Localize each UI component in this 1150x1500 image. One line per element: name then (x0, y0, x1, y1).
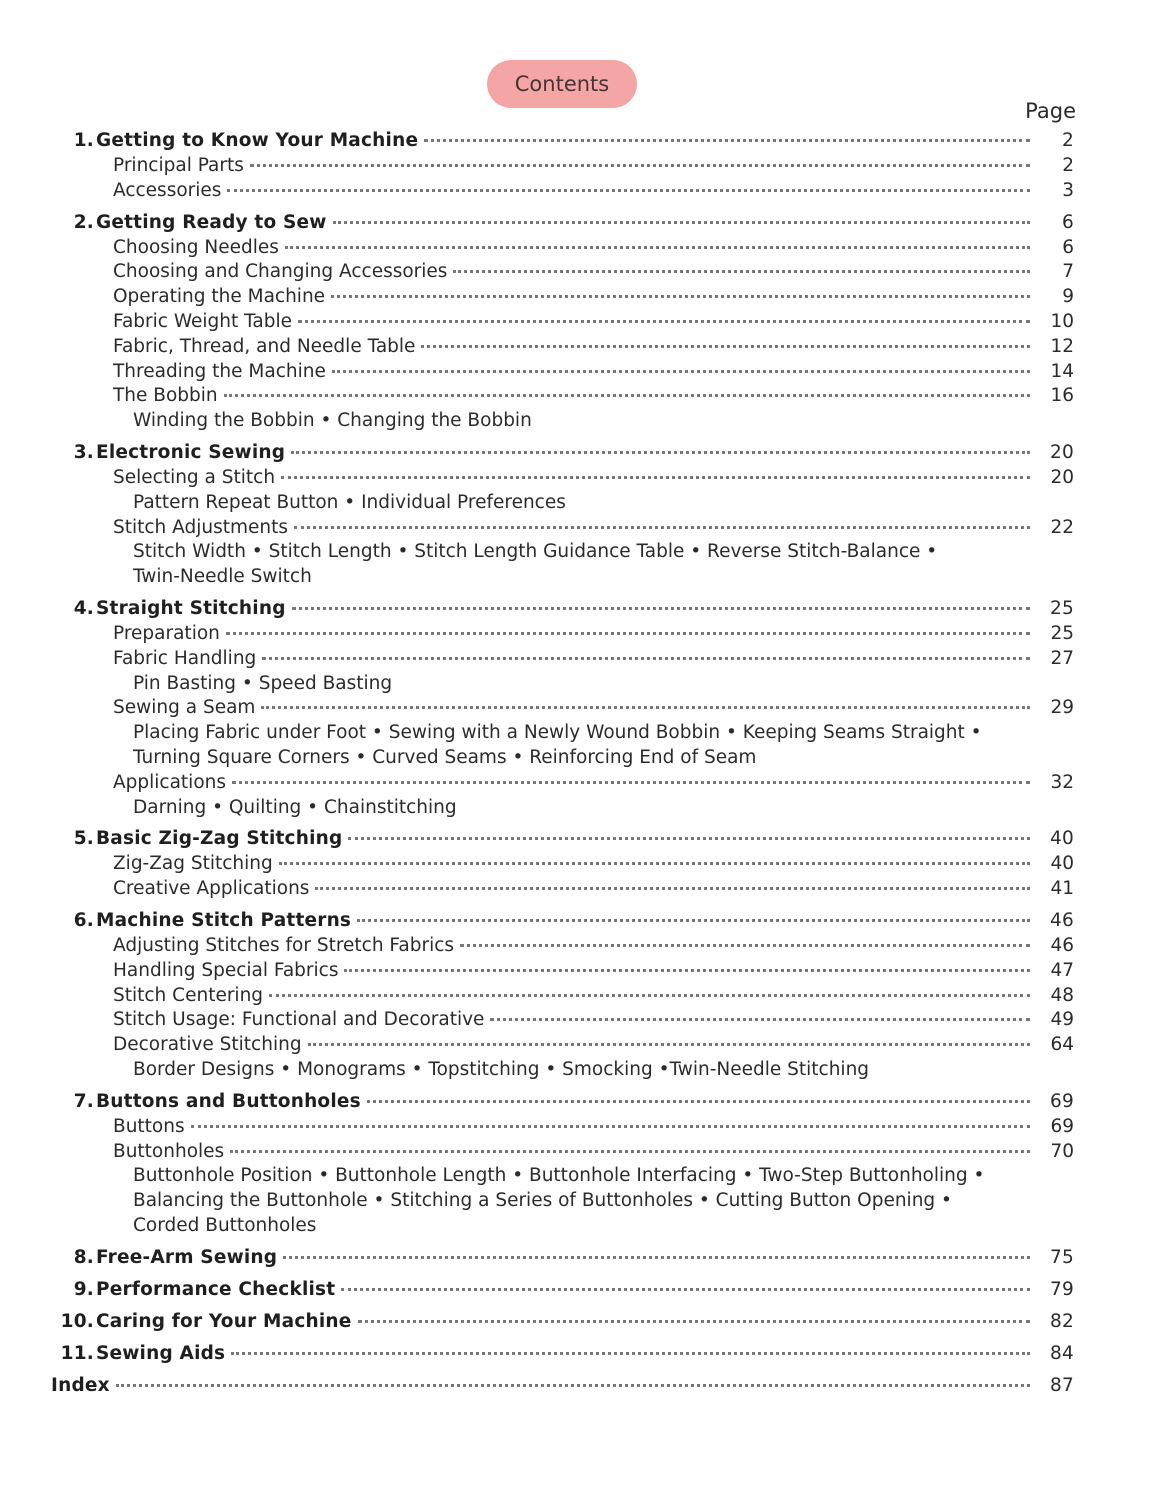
section-row[interactable] (0, 1034, 1150, 1059)
section-row[interactable] (0, 960, 1150, 985)
dot-leader (291, 448, 1030, 454)
page-number: 49 (1050, 1009, 1074, 1031)
page-number: 48 (1050, 984, 1074, 1006)
page-number: 2 (1062, 130, 1074, 151)
section-title: Preparation (113, 622, 220, 644)
chapter-number: 8. (73, 1246, 94, 1268)
page-number: 3 (1062, 179, 1074, 201)
page-number: 69 (1050, 1115, 1074, 1137)
page-column-heading: Page (1025, 99, 1076, 123)
dot-leader (262, 654, 1030, 660)
chapter-row[interactable] (0, 1343, 1150, 1368)
dot-leader (294, 523, 1030, 529)
chapter-title: Getting Ready to Sew (96, 211, 327, 233)
section-title: Buttonholes (113, 1140, 225, 1162)
page-number: 41 (1050, 878, 1074, 900)
page-number: 27 (1050, 647, 1074, 669)
chapter-number: 3. (73, 441, 94, 463)
section-row[interactable] (0, 623, 1150, 648)
subtopic-text: Turning Square Corners • Curved Seams • Reinforcing End of Seam (133, 746, 757, 768)
chapter-number: 1. (73, 130, 94, 151)
dot-leader (490, 1015, 1030, 1021)
page-number: 16 (1050, 385, 1074, 407)
dot-leader (281, 473, 1030, 479)
subtopic-row (0, 1215, 1150, 1240)
chapter-number: 7. (73, 1090, 94, 1112)
dot-leader (357, 916, 1030, 922)
page-number: 20 (1050, 441, 1074, 463)
page-number: 64 (1050, 1034, 1074, 1056)
dot-leader (227, 186, 1030, 192)
chapter-title: Straight Stitching (96, 597, 286, 619)
dot-leader (308, 1040, 1030, 1046)
subtopic-row (0, 410, 1150, 435)
section-row[interactable] (0, 261, 1150, 286)
page-number: 9 (1062, 286, 1074, 308)
section-title: Stitch Adjustments (113, 516, 289, 538)
chapter-number: 9. (73, 1278, 94, 1300)
subtopic-row (0, 1190, 1150, 1215)
subtopic-text: Pin Basting • Speed Basting (133, 672, 393, 694)
dot-leader (348, 834, 1030, 840)
section-title: Handling Special Fabrics (113, 959, 339, 981)
dot-leader (331, 292, 1030, 298)
page-number: 29 (1050, 697, 1074, 719)
page-number: 87 (1050, 1374, 1074, 1396)
dot-leader (333, 218, 1030, 224)
subtopic-row (0, 1059, 1150, 1084)
section-row[interactable] (0, 648, 1150, 673)
dot-leader (224, 391, 1030, 397)
chapter-title: Free-Arm Sewing (96, 1246, 278, 1268)
dot-leader (226, 629, 1030, 635)
subtopic-text: Buttonhole Position • Buttonhole Length • Buttonhole Interfacing • Two-Step Buttonholing • (133, 1165, 985, 1187)
section-title: Selecting a Stitch (113, 466, 276, 488)
dot-leader (344, 966, 1030, 972)
subtopic-text: Winding the Bobbin • Changing the Bobbin (133, 410, 532, 432)
section-title: Creative Applications (113, 878, 310, 900)
page-number: 46 (1050, 934, 1074, 956)
dot-leader (292, 604, 1030, 610)
table-of-contents (0, 130, 1150, 1400)
section-row[interactable] (0, 155, 1150, 180)
dot-leader (261, 703, 1030, 709)
chapter-title: Caring for Your Machine (96, 1310, 352, 1332)
chapter-row[interactable] (0, 1279, 1150, 1304)
page-number: 70 (1050, 1140, 1074, 1162)
chapter-row[interactable] (0, 828, 1150, 853)
dot-leader (116, 1381, 1030, 1387)
section-title: Fabric Handling (113, 647, 257, 669)
chapter-row[interactable] (0, 910, 1150, 935)
chapter-number: 4. (73, 597, 94, 619)
page-number: 69 (1050, 1090, 1074, 1112)
section-row[interactable] (0, 286, 1150, 311)
dot-leader (315, 884, 1030, 890)
contents-title: Contents (487, 60, 637, 108)
dot-leader (285, 243, 1030, 249)
page-number: 40 (1050, 853, 1074, 875)
subtopic-row (0, 1165, 1150, 1190)
section-row[interactable] (0, 985, 1150, 1010)
dot-leader (358, 1317, 1030, 1323)
section-title: Sewing a Seam (113, 697, 256, 719)
section-title: Choosing and Changing Accessories (113, 261, 448, 283)
section-row[interactable] (0, 878, 1150, 903)
index-title: Index (51, 1374, 110, 1396)
subtopic-text: Pattern Repeat Button • Individual Preferences (133, 491, 566, 513)
page-number: 25 (1050, 622, 1074, 644)
chapter-title: Getting to Know Your Machine (96, 130, 419, 151)
chapter-row[interactable] (0, 130, 1150, 155)
subtopic-text: Stitch Width • Stitch Length • Stitch Length Guidance Table • Reverse Stitch-Balance • (133, 541, 938, 563)
section-row[interactable] (0, 517, 1150, 542)
page-number: 46 (1050, 909, 1074, 931)
dot-leader (232, 778, 1030, 784)
dot-leader (453, 267, 1030, 273)
page-number: 7 (1062, 261, 1074, 283)
dot-leader (231, 1349, 1030, 1355)
subtopic-row (0, 722, 1150, 747)
section-row[interactable] (0, 180, 1150, 205)
dot-leader (250, 161, 1030, 167)
section-title: Buttons (113, 1115, 185, 1137)
subtopic-text: Border Designs • Monograms • Topstitching • Smocking •Twin-Needle Stitching (133, 1058, 870, 1080)
dot-leader (230, 1147, 1030, 1153)
section-title: Accessories (113, 179, 222, 201)
section-row[interactable] (0, 311, 1150, 336)
section-title: Stitch Usage: Functional and Decorative (113, 1009, 485, 1031)
section-row[interactable] (0, 1116, 1150, 1141)
section-row[interactable] (0, 237, 1150, 262)
dot-leader (332, 367, 1030, 373)
page-number: 12 (1050, 335, 1074, 357)
section-row[interactable] (0, 1009, 1150, 1034)
section-row[interactable] (0, 467, 1150, 492)
chapter-row[interactable] (0, 1311, 1150, 1336)
dot-leader (341, 1285, 1030, 1291)
subtopic-row (0, 747, 1150, 772)
section-title: Fabric Weight Table (113, 310, 292, 332)
chapter-number: 5. (73, 828, 94, 850)
section-row[interactable] (0, 1141, 1150, 1166)
chapter-row[interactable] (0, 1247, 1150, 1272)
subtopic-text: Twin-Needle Switch (133, 566, 312, 588)
section-row[interactable] (0, 697, 1150, 722)
page-number: 25 (1050, 597, 1074, 619)
page-number: 32 (1050, 771, 1074, 793)
dot-leader (279, 859, 1030, 865)
subtopic-row (0, 541, 1150, 566)
dot-leader (460, 941, 1030, 947)
subtopic-text: Corded Buttonholes (133, 1214, 317, 1236)
dot-leader (269, 991, 1030, 997)
page-number: 47 (1050, 959, 1074, 981)
section-title: Applications (113, 771, 227, 793)
page-number: 40 (1050, 828, 1074, 850)
chapter-title: Electronic Sewing (96, 441, 286, 463)
section-row[interactable] (0, 385, 1150, 410)
page-number: 14 (1050, 360, 1074, 382)
chapter-title: Performance Checklist (96, 1278, 336, 1300)
chapter-title: Sewing Aids (96, 1342, 226, 1364)
section-row[interactable] (0, 361, 1150, 386)
dot-leader (367, 1097, 1030, 1103)
page-number: 2 (1062, 155, 1074, 176)
section-row[interactable] (0, 853, 1150, 878)
section-row[interactable] (0, 935, 1150, 960)
section-title: Decorative Stitching (113, 1034, 302, 1056)
subtopic-row (0, 797, 1150, 822)
dot-leader (421, 342, 1030, 348)
chapter-row[interactable] (0, 442, 1150, 467)
subtopic-text: Placing Fabric under Foot • Sewing with a Newly Wound Bobbin • Keeping Seams Straight • (133, 722, 982, 744)
section-title: Zig-Zag Stitching (113, 853, 273, 875)
section-title: Stitch Centering (113, 984, 264, 1006)
chapter-row[interactable] (0, 212, 1150, 237)
dot-leader (283, 1253, 1030, 1259)
section-title: Adjusting Stitches for Stretch Fabrics (113, 934, 455, 956)
section-title: Operating the Machine (113, 286, 326, 308)
page-number: 6 (1062, 236, 1074, 258)
page-number: 20 (1050, 466, 1074, 488)
chapter-number: 2. (73, 211, 94, 233)
subtopic-text: Balancing the Buttonhole • Stitching a Series of Buttonholes • Cutting Button Opening • (133, 1190, 952, 1212)
chapter-title: Buttons and Buttonholes (96, 1090, 361, 1112)
section-row[interactable] (0, 772, 1150, 797)
subtopic-row (0, 566, 1150, 591)
chapter-title: Basic Zig-Zag Stitching (96, 828, 343, 850)
section-title: Principal Parts (113, 155, 244, 176)
index-row[interactable] (0, 1375, 1150, 1400)
subtopic-text: Darning • Quilting • Chainstitching (133, 796, 457, 818)
page-number: 75 (1050, 1246, 1074, 1268)
section-title: Threading the Machine (113, 360, 326, 382)
dot-leader (191, 1122, 1030, 1128)
section-row[interactable] (0, 336, 1150, 361)
section-title: Fabric, Thread, and Needle Table (113, 335, 416, 357)
page-number: 6 (1062, 211, 1074, 233)
chapter-number: 10. (60, 1310, 94, 1332)
chapter-number: 6. (73, 909, 94, 931)
chapter-row[interactable] (0, 1091, 1150, 1116)
page-number: 82 (1050, 1310, 1074, 1332)
dot-leader (298, 317, 1030, 323)
dot-leader (424, 136, 1030, 142)
chapter-number: 11. (60, 1342, 94, 1364)
chapter-title: Machine Stitch Patterns (96, 909, 352, 931)
page-number: 79 (1050, 1278, 1074, 1300)
subtopic-row (0, 492, 1150, 517)
section-title: Choosing Needles (113, 236, 279, 258)
subtopic-row (0, 673, 1150, 698)
page-number: 84 (1050, 1342, 1074, 1364)
page-number: 22 (1050, 516, 1074, 538)
chapter-row[interactable] (0, 598, 1150, 623)
page-number: 10 (1050, 310, 1074, 332)
section-title: The Bobbin (113, 385, 218, 407)
